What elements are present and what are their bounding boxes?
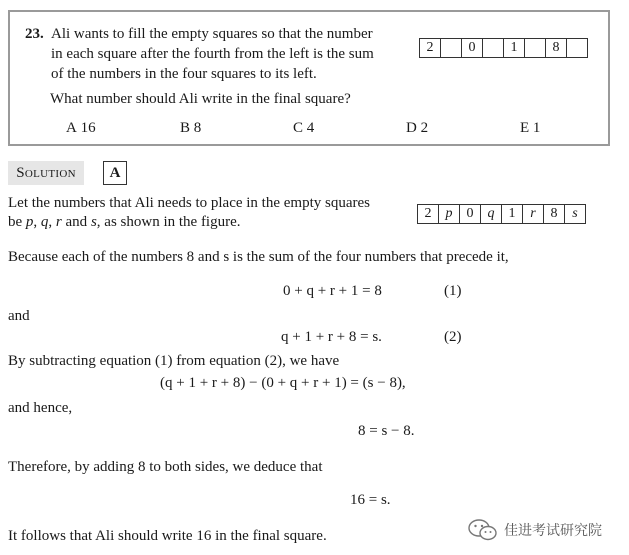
strip-cell-variable: r xyxy=(523,205,544,223)
option-letter: E xyxy=(520,120,530,136)
strip-cell: 8 xyxy=(546,39,567,57)
option-letter: A xyxy=(66,120,77,136)
equation-1: 0 + q + r + 1 = 8 xyxy=(283,283,382,299)
strip-cell: 1 xyxy=(504,39,525,57)
strip-cell-variable: p xyxy=(439,205,460,223)
watermark xyxy=(468,519,602,541)
equation-1-number: (1) xyxy=(444,283,462,299)
question-number-strip xyxy=(419,38,588,58)
solution-therefore: Therefore, by adding 8 to both sides, we deduce that xyxy=(8,459,323,475)
equation-4: 8 = s − 8. xyxy=(358,423,415,439)
option-value: 4 xyxy=(306,120,315,136)
strip-cell: 8 xyxy=(544,205,565,223)
question-box xyxy=(8,10,610,146)
strip-cell: 0 xyxy=(462,39,483,57)
solution-hence: and hence, xyxy=(8,400,73,416)
solution-answer-box: A xyxy=(103,161,127,185)
option-letter: C xyxy=(293,120,304,136)
strip-cell-empty xyxy=(525,39,546,57)
option-value: 16 xyxy=(80,120,96,136)
watermark-text: 佳进考试研究院 xyxy=(504,523,602,539)
strip-cell: 1 xyxy=(502,205,523,223)
equation-2-number: (2) xyxy=(444,329,462,345)
solution-because: Because each of the numbers 8 and s is the sum of the four numbers that precede it, xyxy=(8,249,509,265)
strip-cell-empty xyxy=(441,39,462,57)
option-value: 8 xyxy=(193,120,202,136)
question-number: 23. xyxy=(25,26,44,42)
solution-conclusion: It follows that Ali should write 16 in the final square. xyxy=(8,528,327,544)
option-letter: D xyxy=(406,120,417,136)
option-a xyxy=(66,120,96,137)
solution-and: and xyxy=(8,308,30,324)
option-value: 2 xyxy=(420,120,429,136)
solution-number-strip xyxy=(417,204,586,224)
solution-intro-line-1: Let the numbers that Ali needs to place in the empty squares xyxy=(8,195,370,211)
option-b xyxy=(180,120,201,137)
strip-cell-variable: q xyxy=(481,205,502,223)
strip-cell: 2 xyxy=(418,205,439,223)
strip-cell-variable: s xyxy=(572,206,578,221)
equation-3: (q + 1 + r + 8) − (0 + q + r + 1) = (s − 8), xyxy=(160,375,406,391)
option-d xyxy=(406,120,428,137)
question-line-3: of the numbers in the four squares to its left. xyxy=(51,66,317,82)
strip-cell: 2 xyxy=(420,39,441,57)
option-c xyxy=(293,120,314,137)
option-e xyxy=(520,120,540,137)
wechat-icon xyxy=(468,519,498,541)
strip-cell-empty xyxy=(483,39,504,57)
equation-5: 16 = s. xyxy=(350,492,391,508)
option-letter: B xyxy=(180,120,191,136)
strip-cell-empty xyxy=(567,39,587,57)
question-line-2: in each square after the fourth from the left is the sum xyxy=(51,46,374,62)
question-text xyxy=(25,24,405,82)
option-value: 1 xyxy=(532,120,541,136)
question-line-1: Ali wants to fill the empty squares so that the number xyxy=(51,26,373,42)
solution-intro-line-2: be p, q, r and s, as shown in the figure. xyxy=(8,214,241,230)
equation-2: q + 1 + r + 8 = s. xyxy=(281,329,382,345)
solution-label: Solution xyxy=(8,161,84,185)
solution-subtract: By subtracting equation (1) from equation (2), we have xyxy=(8,353,340,369)
question-ask: What number should Ali write in the final square? xyxy=(50,91,351,107)
strip-cell: 0 xyxy=(460,205,481,223)
